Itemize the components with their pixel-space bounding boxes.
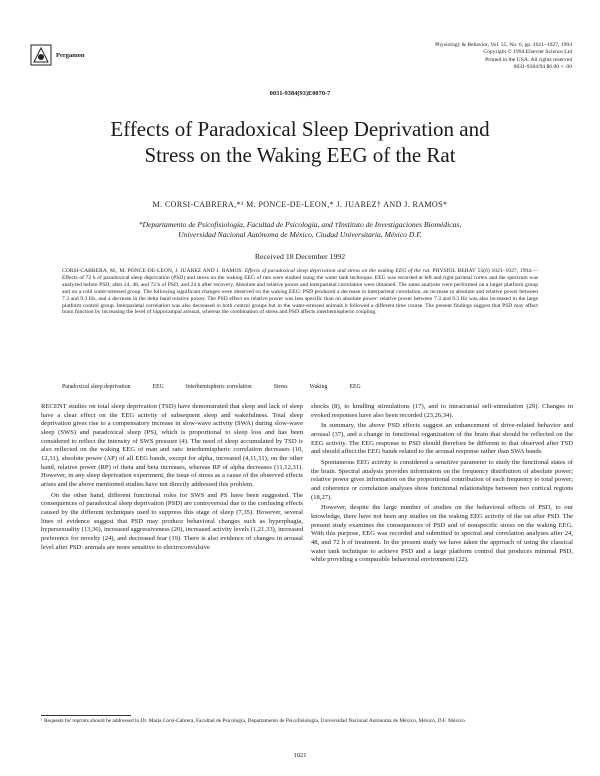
abstract-citation-authors: CORSI-CABRERA, M., M. PONCE-DE-LEON, J. JUAREZ AND J. RAMOS.	[62, 268, 244, 274]
keyword-list	[62, 384, 538, 390]
document-code: 0031-9384(93)E0070-7	[269, 90, 331, 97]
affiliations	[60, 220, 540, 240]
publisher-name: Pergamon	[56, 52, 85, 59]
keyword: Interhemispheric correlation	[185, 384, 252, 390]
keyword: EEG	[349, 384, 361, 390]
body-paragraph: In summary, the above PSD effects suggest an enhancement of drive-related behavior and arousal (37), and a change in functional organization of the brain that should be reflected on the EEG activity. The EEG response to PSD should therefore be different to that observed after TSD and should affect the EEG bands related to the arousal response rather than SWA bands.	[311, 422, 573, 456]
affiliation-line-2: Universidad Nacional Autónoma de México, Ciudad Universitaria, México D.F.	[178, 230, 422, 239]
received-date: Received 18 December 1992	[254, 252, 346, 261]
article-title	[40, 116, 560, 168]
keyword: Waking	[309, 384, 328, 390]
footnote-divider	[41, 715, 131, 716]
body-paragraph: Spontaneous EEG activity is considered a sensitive parameter to study the functional states of the brain. Spectral analysis provides information on the frequency distribution of absolute power; relative power gives information on the proportional contribution of each frequency to total power; and coherence or correlation analyses show functional relationships between two cortical regions (18,27).	[311, 458, 573, 501]
affiliation-line-1: *Departamento de Psicofisiología, Facultad de Psicología, and †Instituto de Investigaciones Biomédicas,	[138, 220, 462, 229]
journal-info	[342, 42, 572, 72]
author-list: M. CORSI-CABRERA,*¹ M. PONCE-DE-LEON,* J. JUAREZ† AND J. RAMOS*	[152, 200, 448, 209]
body-paragraph: On the other hand, different functional roles for SWS and PS have been suggested. The consequences of paradoxical sleep deprivation (PSD) are controversial due to the confusing effects caused by the different techniques used to suppress this stage of sleep (7,35). However, several lines of evidence suggest that PSD may produce behavioral changes such as hyperphagia, hypersexuality (13,36), increased aggressiveness (20), increased activity levels (1,21,33), increased preference for novelty (24), and decreased fear (19). There is also evidence of changes in arousal level after PSD: animals are more sensitive to electroconvulsive	[41, 491, 304, 551]
journal-issn: 0031-9384/94 $6.00 + .00	[513, 64, 572, 71]
body-column-right	[311, 403, 573, 567]
journal-citation: Physiology & Behavior, Vol. 55, No. 6, pp. 1021–1027, 1994	[435, 42, 572, 48]
abstract	[62, 268, 538, 316]
abstract-citation-title: Effects of paradoxical sleep deprivation and stress on the waking EEG of the rat.	[244, 268, 431, 274]
journal-copyright: Copyright © 1994 Elsevier Science Ltd	[483, 49, 572, 56]
abstract-citation-source: PHYSIOL BEHAV 55(6) 1021–1027, 1994.	[432, 268, 533, 274]
body-paragraph: shocks (8), to kindling stimulations (17), and to intracranial self-stimulation (29). Changes in evoked responses have also been recorded (23,26,34).	[311, 403, 573, 419]
abstract-body: —Effects of 72 h of paradoxical sleep deprivation (PSD) and stress on the waking EEG of rats were studied using the water tank technique. EEG was recorded at left and right parietal cortex and the spectrum was analyzed before PSD, after 24, 48, and 72 h of PSD, and 24 h after recovery. Absolute and relative power and interparietal correlation were obtained. The same analyses were performed on a larger platform group and on a cold water-stressed group. The following significant changes were observed on the waking EEG: PSD produced a decrease in interparietal correlation, an increase in absolute and relative power between 7.3 and 9.3 Hz, and a decrease in the delta band relative power. The PSD effect on relative power was less specific than on absolute power: relative power between 7.3 and 9.3 Hz was also increased in the large platform control group. Interparietal correlation was also decreased in both control groups but in the water-stressed animals it followed a different time course. The present findings suggest that PSD may affect brain function by increasing the level of hippocampal arousal, whereas the combination of stress and PSD affects interhemispheric coupling.	[62, 268, 538, 316]
body-paragraph: However, despite the large number of studies on the behavioral effects of PSD, to our knowledge, there have not been any studies on the waking EEG activity of the rat after PSD. The present study examines the consequences of PSD and of nonspecific stress on the waking EEG. With this purpose, EEG was recorded and submitted to spectral and correlation analyses after 24, 48, and 72 h of treatment. In the present study we have taken the approach of using the classical water tank technique to achieve PSD and a large platform control that produces minimal PSD, while providing a comparable behavioral environment (22).	[311, 504, 573, 564]
keyword: Paradoxical sleep deprivation	[62, 384, 131, 390]
page-number: 1021	[293, 752, 307, 759]
body-column-left	[41, 403, 303, 554]
title-line-1: Effects of Paradoxical Sleep Deprivation and	[110, 117, 490, 141]
title-line-2: Stress on the Waking EEG of the Rat	[144, 143, 456, 167]
footnote: ¹ Requests for reprints should be addressed to Dr. María Corsi-Cabrera, Facultad de Psicología, Departamento de Psicofisiología, Universidad Nacional Autónoma de México, México, D.F. México.	[41, 718, 467, 724]
keyword: EEG	[152, 384, 164, 390]
journal-printed: Printed in the USA. All rights reserved	[485, 56, 572, 63]
body-paragraph: RECENT studies on total sleep deprivation (TSD) have demonstrated that sleep and lack of sleep have a clear effect on the EEG activity of subsequent sleep and wakefulness. Total sleep deprivation gives rise to a compensatory increase in slow-wave activity (SWA) during slow-wave sleep (SWS) and paradoxical sleep (PS), which is proportional to sleep loss and has been considered to reflect the intensity of SWS pressure (4). The need of sleep accumulated by TSD is also reflected on the waking EEG of man and rats: interhemispheric correlation decreases (10, 12,31), absolute power (AP) of all EEG bands, except for alpha, increased (4,11,31); on the other hand, relative power (RP) of theta and beta increases, whereas RP of alpha decreases (11,12,31). However, in any sleep deprivation experiment, the issue of stress as a cause of the observed effects arises and the above mentioned studies have not directly addressed this problem.	[41, 403, 303, 488]
pergamon-logo-icon	[30, 44, 52, 66]
keyword: Stress	[273, 384, 288, 390]
